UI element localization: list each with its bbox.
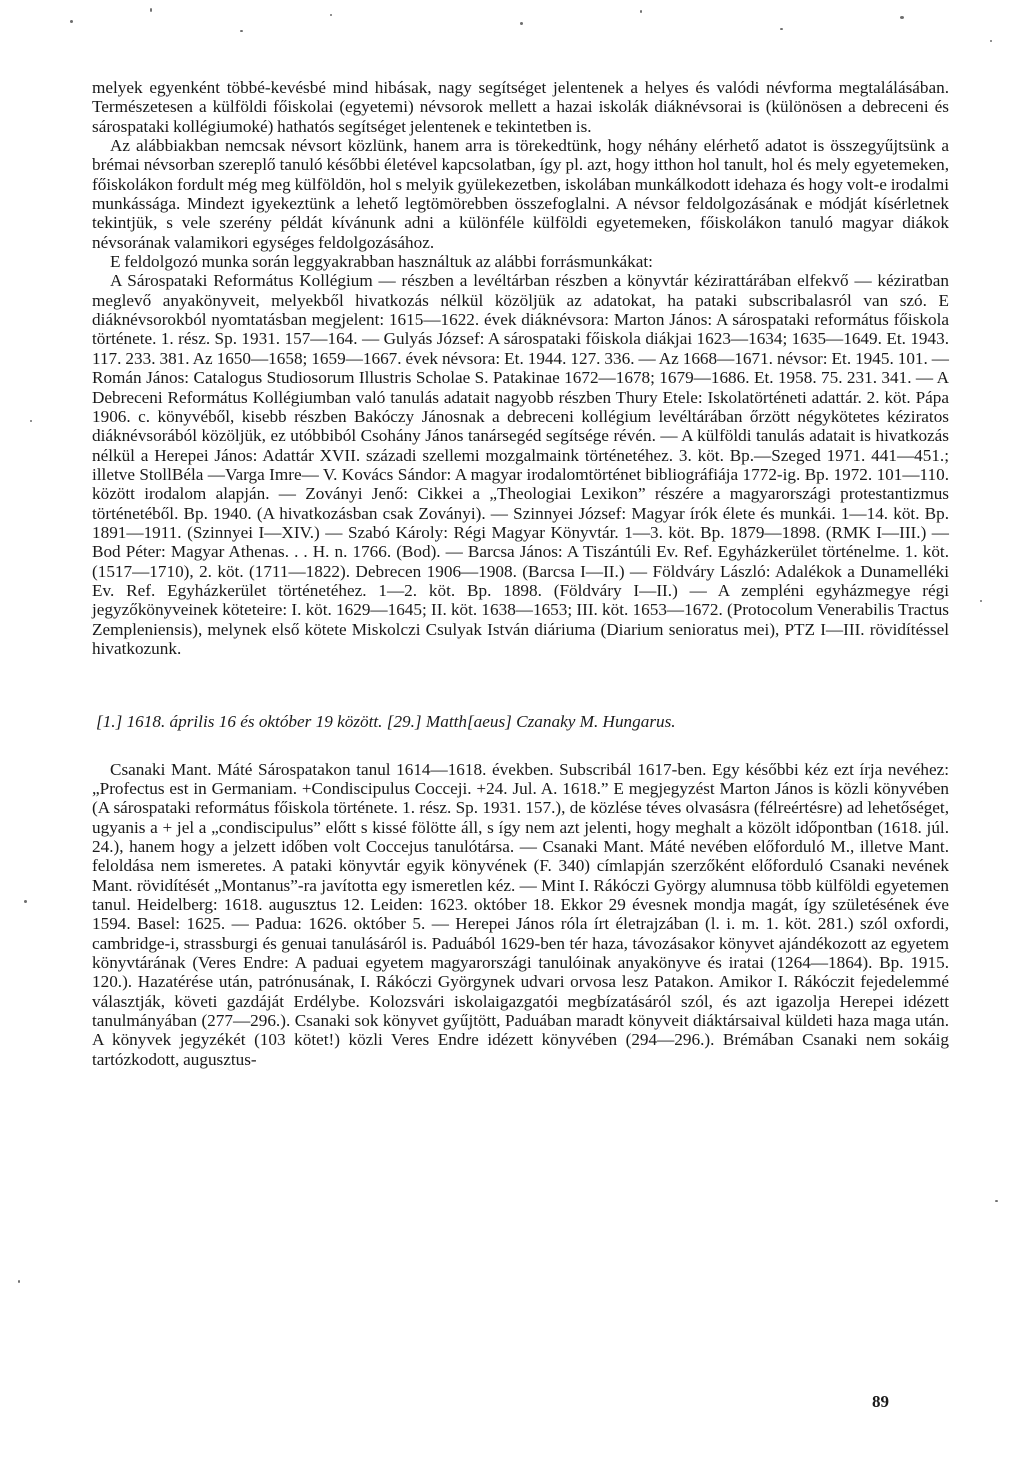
page-number: 89 bbox=[872, 1392, 889, 1411]
entry-body: Csanaki Mant. Máté Sárospatakon tanul 1614—1618. években. Subscribál 1617-ben. Egy későbbi kéz ezt írja nevéhez: „Profectus est in Germaniam. +Condiscipulus Cocceji. +24. Jul. A. 1618.” E megjegyzést Marton János is közli könyvében (A sárospataki református főiskola története. 1. rész. Sp. 1931. 157.), de közlése téves olvasásra (félreértésre) ad lehetőséget, ugyanis a + jel a „condiscipulus” előtt s kissé fölötte áll, s így nem azt jelenti, hogy meghalt a közölt időpontban (1618. júl. 24.), hanem hogy a jelzett időben volt Coccejus tanulótársa. — Csanaki Mant. Máté nevében előforduló M., illetve Mant. feloldása nem ismeretes. A pataki könyvtár egyik könyvének (F. 340) címlapján szerzőként előforduló Csanaki nevének Mant. rövidítését „Montanus”-ra javította egy ismeretlen kéz. — Mint I. Rákóczi György alumnusa több külföldi egyetemen tanul. Heidelberg: 1618. augusztus 12. Leiden: 1623. október 18. Ekkor 29 évesnek mondja magát, így születésének éve 1594. Basel: 1625. — Padua: 1626. október 5. — Herepei János róla írt életrajzában (l. i. m. 1. köt. 281.) szól oxfordi, cambridge-i, strassburgi és genuai tanulásáról is. Paduából 1629-ben tér haza, távozásakor könyvet ajándékozott az egyetem könyvtárának (Veres Endre: A paduai egyetem magyarországi tanulóinak anyakönyve és iratai (1264—1864). Bp. 1915. 120.). Hazatérése után, patrónusának, I. Rákóczi Györgynek udvari orvosa lesz Patakon. Amikor I. Rákóczit fejedelemmé választják, követi gazdáját Erdélybe. Kolozsvári iskolaigazgatói megbízatásáról szól, és azt igazolja Herepei idézett tanulmányában (277—296.). Csanaki sok könyvet gyűjtött, Paduában maradt könyveit diáktársaival küldeti haza maga után. A könyvek jegyzékét (103 kötet!) közli Veres Endre idézett könyvében (294—296.). Brémában Csanaki nem sokáig tartózkodott, augusztus- bbox=[92, 759, 949, 1069]
speck bbox=[995, 1200, 998, 1202]
speck bbox=[30, 420, 32, 422]
paragraph-intro-2: Az alábbiakban nemcsak névsort közlünk, hanem arra is törekedtünk, hogy néhány elérhető adatot is összegyűjtsünk a brémai névsorban szereplő tanuló későbbi életével kapcsolatban, így pl. azt, hogy itthon hol tanult, hol és mely egyetemeken, főiskolákon fordult még meg külföldön, hol s melyik gyülekezetben, iskolában munkálkodott idehaza és hogy volt-e irodalmi munkássága. Mindezt igyekeztünk a lehető legtömörebben összefoglalni. A névsor feldolgozásának e módját kísérletnek tekintjük, s vele szerény példát kívánunk adni a különféle külföldi egyetemeken, főiskolákon tanuló magyar diákok névsorának valamikori egységes feldolgozásához. bbox=[92, 136, 949, 252]
speck bbox=[640, 10, 642, 13]
entry-heading: [1.] 1618. április 16 és október 19 között. [29.] Matth[aeus] Czanaky M. Hungarus. bbox=[96, 712, 676, 732]
page-body bbox=[92, 78, 949, 1069]
speck bbox=[900, 16, 904, 19]
paragraph-intro-1: melyek egyenként többé-kevésbé mind hibásak, nagy segítséget jelentenek a helyes és valódi névforma megtalálásában. Természetesen a külföldi főiskolai (egyetemi) névsorok mellett a hazai iskolák diáknévsorai is (különösen a debreceni és sárospataki kollégiumoké) hathatós segítséget jelentenek e tekintetben is. bbox=[92, 78, 949, 136]
paragraph-intro-3: E feldolgozó munka során leggyakrabban használtuk az alábbi forrásmunkákat: bbox=[110, 252, 653, 272]
speck bbox=[150, 8, 152, 12]
speck bbox=[780, 28, 783, 30]
speck bbox=[70, 20, 73, 23]
speck bbox=[980, 600, 982, 602]
speck bbox=[18, 1280, 20, 1283]
paragraph-sources: A Sárospataki Református Kollégium — részben a levéltárban részben a könyvtár kézirattárában elfekvő — kéziratban meglevő anyakönyveit, melyekből hivatkozás nélkül közöljük az adatokat, ha pataki subscribalasról van szó. E diáknévsorokból nyomtatásban megjelent: 1615—1622. évek diáknévsora: Marton János: A sárospataki református főiskola története. 1. rész. Sp. 1931. 157—164. — Gulyás József: A sárospataki főiskola diákjai 1623—1634; 1635—1649. Et. 1943. 117. 233. 381. Az 1650—1658; 1659—1667. évek névsora: Et. 1944. 127. 336. — Az 1668—1671. névsor: Et. 1945. 101. — Román János: Catalogus Studiosorum Illustris Scholae S. Patakinae 1672—1678; 1679—1686. Et. 1958. 75. 231. 341. — A Debreceni Református Kollégiumban való tanulás adatait nagyobb részben Thury Etele: Iskolatörténeti adattár. 2. köt. Pápa 1906. c. könyvéből, kisebb részben Bakóczy Jánosnak a debreceni kollégium levéltárában őrzött négykötetes kéziratos diáknévsorából közöljük, ez utóbbiból Csohány János tanársegéd segítsége révén. — A külföldi tanulás adatait is hivatkozás nélkül a Herepei János: Adattár XVII. századi szellemi mozgalmaink történetéhez. 3. köt. Bp.—Szeged 1971. 441—451.; illetve StollBéla —Varga Imre— V. Kovács Sándor: A magyar irodalomtörténet bibliográfiája 1772-ig. Bp. 1972. 101—110. között irodalom alapján. — Zoványi Jenő: Cikkei a „Theologiai Lexikon” részére a magyarországi protestantizmus történetéből. Bp. 1940. (A hivatkozásban csak Zoványi). — Szinnyei József: Magyar írók élete és munkái. 1—14. köt. Bp. 1891—1911. (Szinnyei I—XIV.) — Szabó Károly: Régi Magyar Könyvtár. 1—3. köt. Bp. 1879—1898. (RMK I—III.) — Bod Péter: Magyar Athenas. . . H. n. 1766. (Bod). — Barcsa János: A Tiszántúli Ev. Ref. Egyházkerület történelme. 1. köt. (1517—1710), 2. köt. (1711—1822). Debrecen 1906—1908. (Barcsa I—II.) — Földváry László: Adalékok a Dunamelléki Ev. Ref. Egyházkerület történetéhez. 1—2. köt. Bp. 1898. (Földváry I—II.) — A zempléni egyházmegye régi jegyzőkönyveinek köteteire: I. köt. 1629—1645; II. köt. 1638—1653; III. köt. 1653—1672. (Protocolum Venerabilis Tractus Zempleniensis), melynek első kötete Miskolczi Csulyak István diáriuma (Diarium senioratus mei), PTZ I—III. rövidítéssel hivatkozunk. bbox=[92, 271, 949, 658]
speck bbox=[520, 22, 523, 25]
speck bbox=[240, 30, 243, 32]
speck bbox=[990, 40, 992, 42]
speck bbox=[330, 14, 332, 16]
speck bbox=[24, 900, 27, 903]
